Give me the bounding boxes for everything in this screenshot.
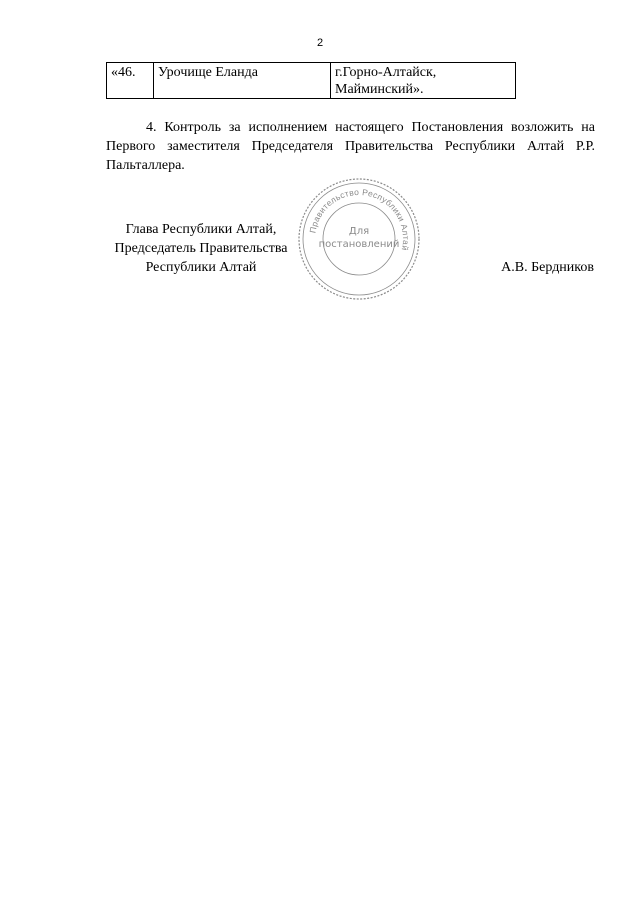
signatory-position-line3: Республики Алтай bbox=[145, 260, 257, 275]
seal-center-line1: Для bbox=[348, 226, 370, 237]
signatory-position-line1: Глава Республики Алтай, bbox=[125, 222, 277, 237]
row-location-line2: Майминский». bbox=[335, 82, 424, 97]
official-seal bbox=[297, 177, 421, 301]
seal-ring-text: Правительство Республики Алтай bbox=[307, 186, 412, 252]
signatory-position bbox=[106, 220, 296, 277]
control-paragraph: 4. Контроль за исполнением настоящего Постановления возложить на Первого заместителя Председателя Правительства Республики Алтай Р.Р. Пальталлера. bbox=[106, 120, 595, 173]
objects-table bbox=[106, 62, 516, 99]
row-number: «46. bbox=[107, 63, 154, 99]
row-location-line1: г.Горно-Алтайск, bbox=[335, 65, 437, 80]
row-object-name: Урочище Еланда bbox=[154, 63, 331, 99]
row-location bbox=[331, 63, 516, 99]
table-row bbox=[107, 63, 516, 99]
page-number: 2 bbox=[316, 37, 324, 49]
signatory-name: А.В. Бердников bbox=[501, 260, 594, 275]
seal-center-line2: постановлений bbox=[318, 239, 400, 250]
signatory-position-line2: Председатель Правительства bbox=[114, 241, 288, 256]
